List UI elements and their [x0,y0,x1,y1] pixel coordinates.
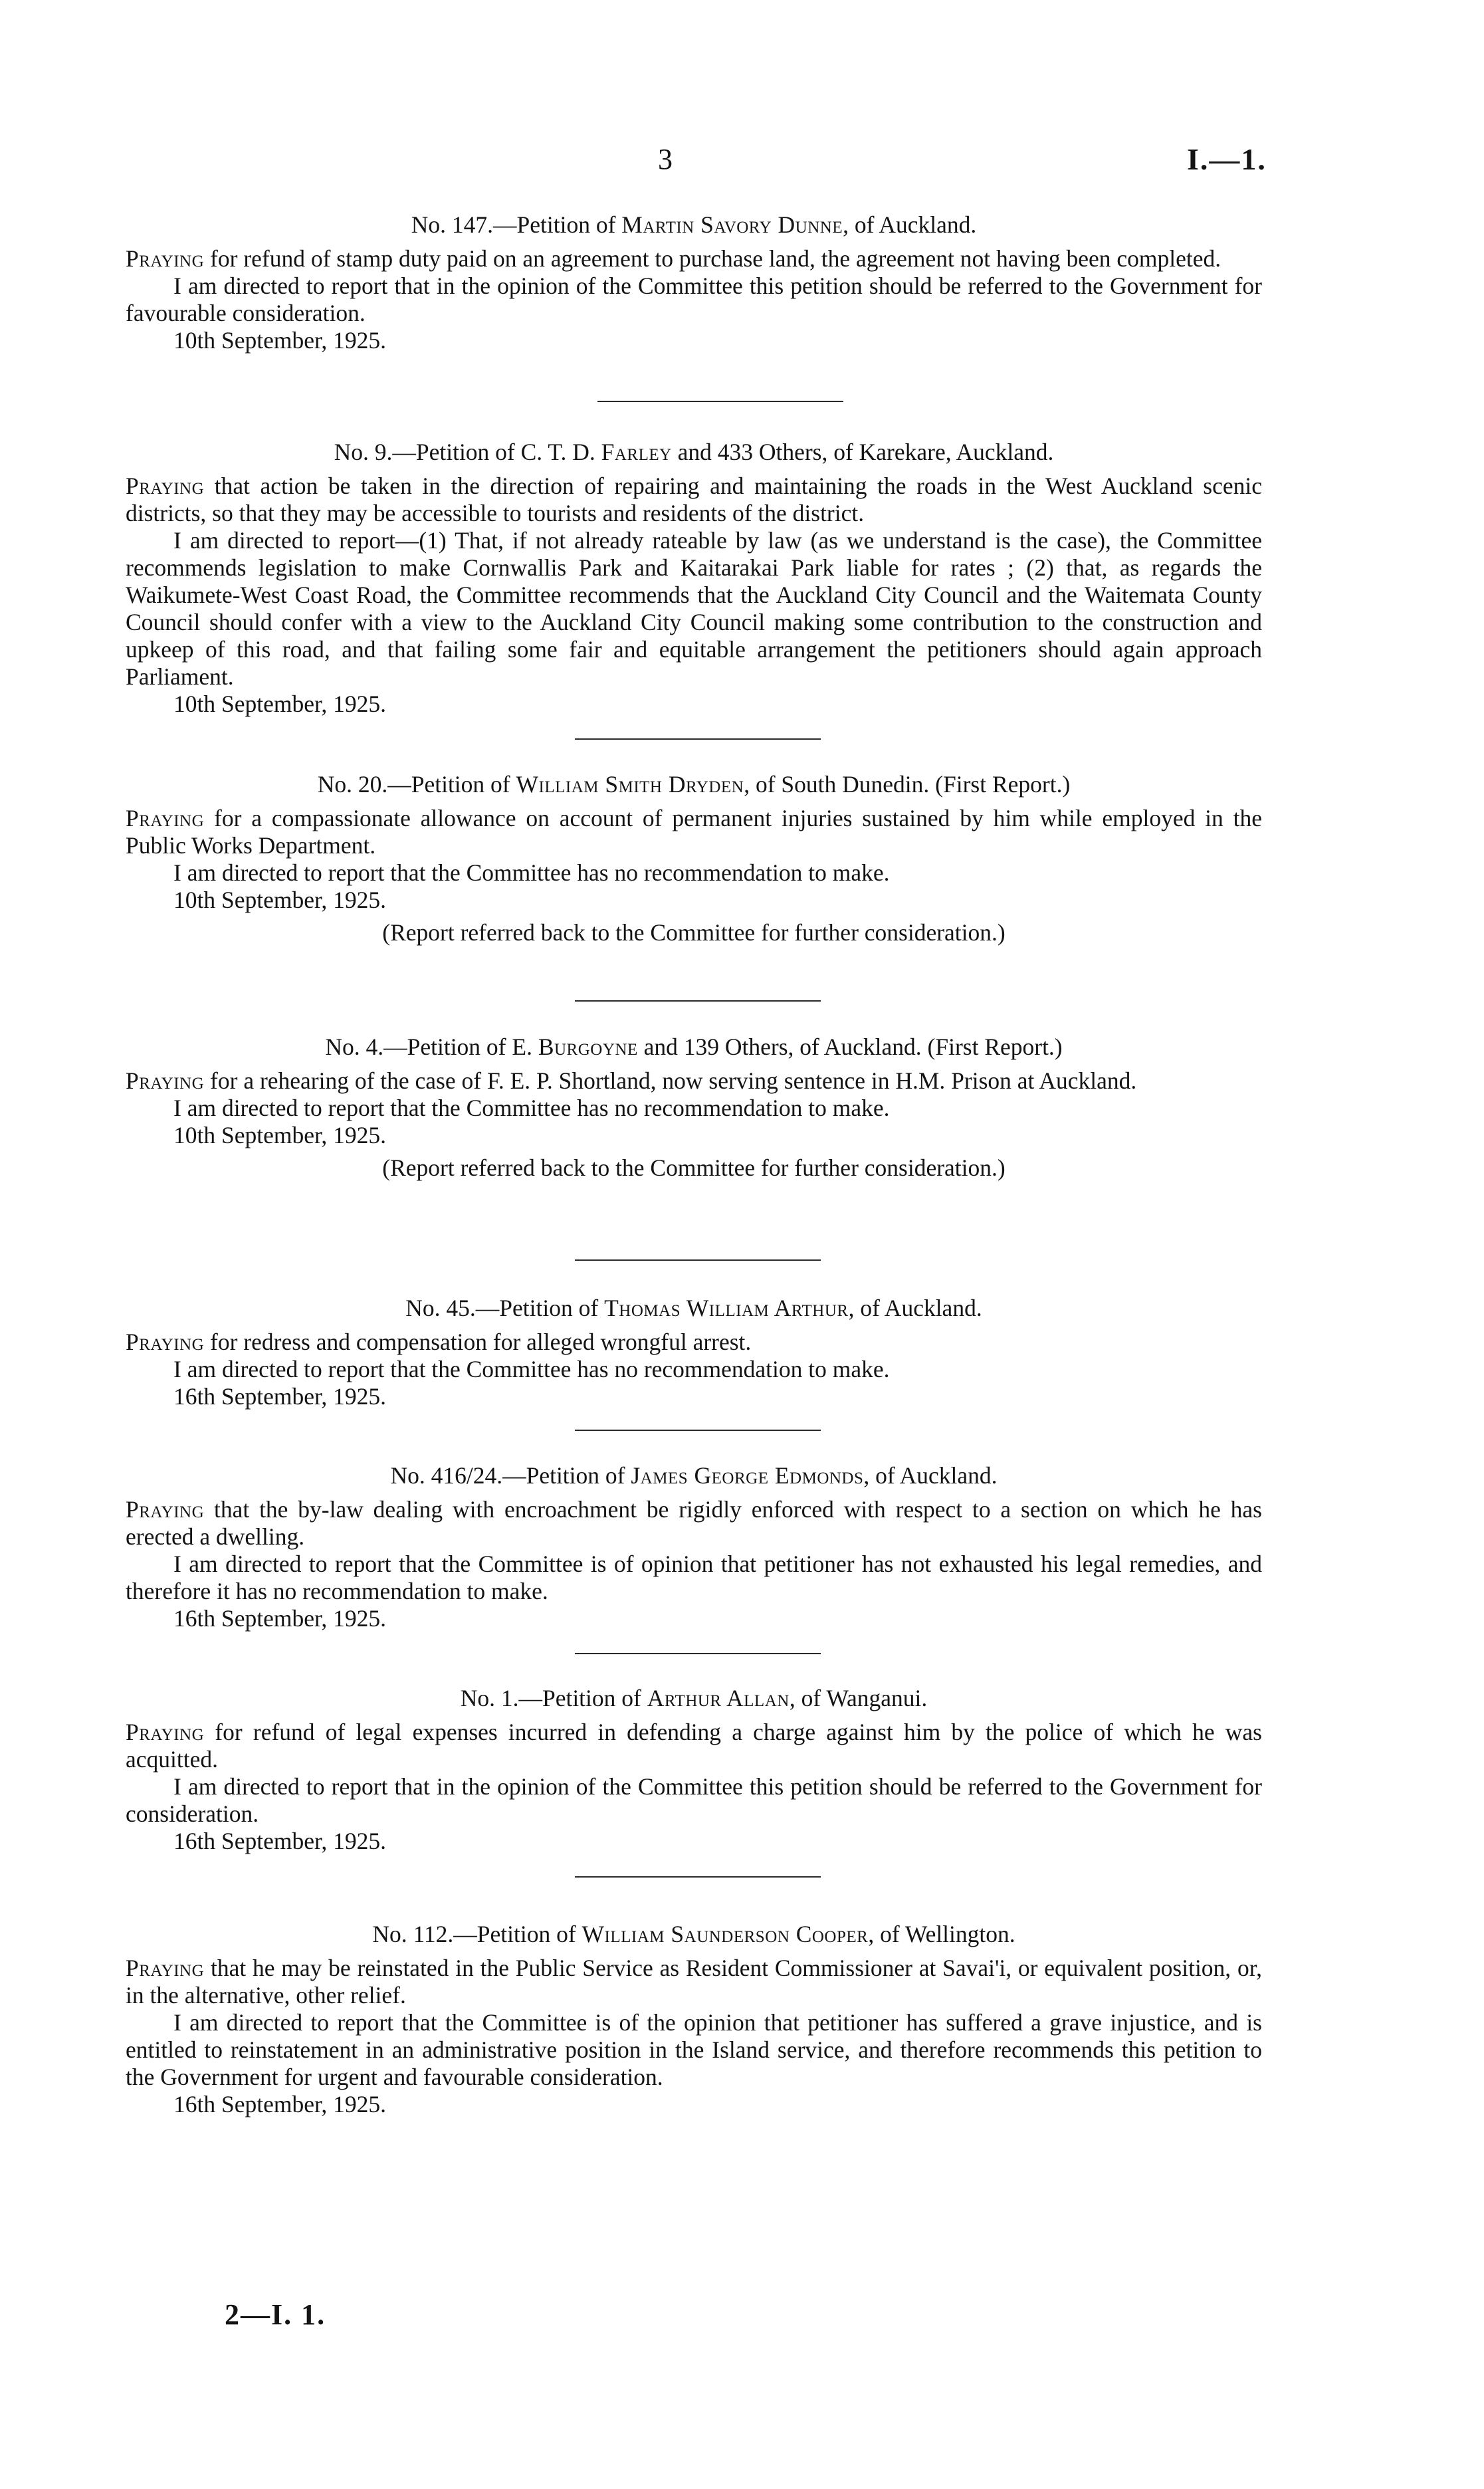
page-header [0,141,1484,181]
report-date: 16th September, 1925. [173,1605,387,1632]
document-code: I.—1. [1187,142,1267,176]
section-divider [575,1876,821,1878]
report-date: 16th September, 1925. [173,1828,387,1854]
section-divider [575,1653,821,1654]
footer-code: 2—I. 1. [225,2298,326,2331]
petition-title: No. 147.—Petition of Martin Savory Dunne, of Auckland. [411,211,977,238]
report-note: (Report referred back to the Committee for further consideration.) [382,919,1006,946]
petition-entry [126,1921,1262,2118]
petitioner-name: William Saunderson Cooper [582,1921,869,1947]
petition-title: No. 112.—Petition of William Saunderson Cooper, of Wellington. [372,1921,1015,1947]
committee-report: I am directed to report that in the opinion of the Committee this petition should be referred to the Government for consideration. [126,1773,1262,1827]
petitioner-name: Arthur Allan [647,1685,790,1711]
petition-entry [126,771,1262,946]
committee-report: I am directed to report that the Committee has no recommendation to make. [173,859,890,886]
petitioner-name: William Smith Dryden [516,771,744,798]
report-date: 10th September, 1925. [173,691,387,717]
petition-title: No. 4.—Petition of E. Burgoyne and 139 Others, of Auckland. (First Report.) [325,1033,1063,1060]
petitioner-name: James George Edmonds [631,1462,864,1489]
petition-entry [126,1033,1262,1182]
report-date: 10th September, 1925. [173,327,387,354]
section-divider [575,1259,821,1261]
petition-prayer: Praying for refund of stamp duty paid on an agreement to purchase land, the agreement not having been completed. [126,245,1221,272]
petition-entry [126,1462,1262,1632]
section-divider [575,1000,821,1002]
petition-prayer: Praying for refund of legal expenses incurred in defending a charge against him by the police of which he was acquitted. [126,1719,1262,1773]
petition-prayer: Praying that action be taken in the direction of repairing and maintaining the roads in the West Auckland scenic districts, so that they may be accessible to tourists and residents of the district. [126,473,1262,526]
petition-entry [126,1685,1262,1855]
committee-report: I am directed to report that the Committee has no recommendation to make. [173,1356,890,1382]
committee-report: I am directed to report that the Committee is of opinion that petitioner has not exhausted his legal remedies, and therefore it has no recommendation to make. [126,1551,1262,1604]
petition-prayer: Praying that he may be reinstated in the Public Service as Resident Commissioner at Savai'i, or equivalent position, or, in the alternative, other relief. [126,1955,1262,2008]
petition-title: No. 1.—Petition of Arthur Allan, of Wanganui. [460,1685,928,1711]
page-number: 3 [658,143,673,175]
petition-prayer: Praying for a rehearing of the case of F. E. P. Shortland, now serving sentence in H.M. Prison at Auckland. [126,1067,1137,1094]
report-note: (Report referred back to the Committee for further consideration.) [382,1154,1006,1181]
committee-report: I am directed to report—(1) That, if not already rateable by law (as we understand is the case), the Committee recommends legislation to make Cornwallis Park and Kaitarakai Park liable for rates ; (2) that, as regards the Waikumete-West Coast Road, the Committee recommends that the Auckland City Council and the Waitemata County Council should confer with a view to the Auckland City Council making some contribution to the construction and upkeep of this road, and that failing some fair and equitable arrangement the petitioners should again approach Parliament. [126,527,1262,690]
committee-report: I am directed to report that the Committee has no recommendation to make. [173,1095,890,1121]
committee-report: I am directed to report that in the opinion of the Committee this petition should be referred to the Government for favourable consideration. [126,272,1262,326]
petition-title: No. 9.—Petition of C. T. D. Farley and 433 Others, of Karekare, Auckland. [334,439,1054,465]
petition-title: No. 45.—Petition of Thomas William Arthur, of Auckland. [405,1295,982,1321]
section-divider [597,401,843,402]
section-divider [575,738,821,740]
petition-entry [126,211,1262,354]
petition-entry [126,439,1262,718]
petitioner-name: Martin Savory Dunne [621,211,843,238]
petition-title: No. 416/24.—Petition of James George Edmonds, of Auckland. [390,1462,998,1489]
petition-entry [126,1295,1262,1410]
petition-prayer: Praying for redress and compensation for alleged wrongful arrest. [126,1329,752,1355]
section-divider [575,1430,821,1431]
petitioner-name: Burgoyne [538,1033,638,1060]
committee-report: I am directed to report that the Committee is of the opinion that petitioner has suffered a grave injustice, and is entitled to reinstatement in an administrative position in the Island service, and therefore recommends this petition to the Government for urgent and favourable consideration. [126,2009,1262,2090]
report-date: 16th September, 1925. [173,2091,387,2117]
petition-prayer: Praying for a compassionate allowance on account of permanent injuries sustained by him while employed in the Public Works Department. [126,805,1262,859]
petitioner-name: Thomas William Arthur [604,1295,849,1321]
petitioner-name: Farley [601,439,672,465]
petition-title: No. 20.—Petition of William Smith Dryden, of South Dunedin. (First Report.) [317,771,1071,798]
petition-prayer: Praying that the by-law dealing with encroachment be rigidly enforced with respect to a section on which he has erected a dwelling. [126,1496,1262,1550]
report-date: 10th September, 1925. [173,887,387,913]
report-date: 10th September, 1925. [173,1122,387,1148]
report-date: 16th September, 1925. [173,1383,387,1410]
